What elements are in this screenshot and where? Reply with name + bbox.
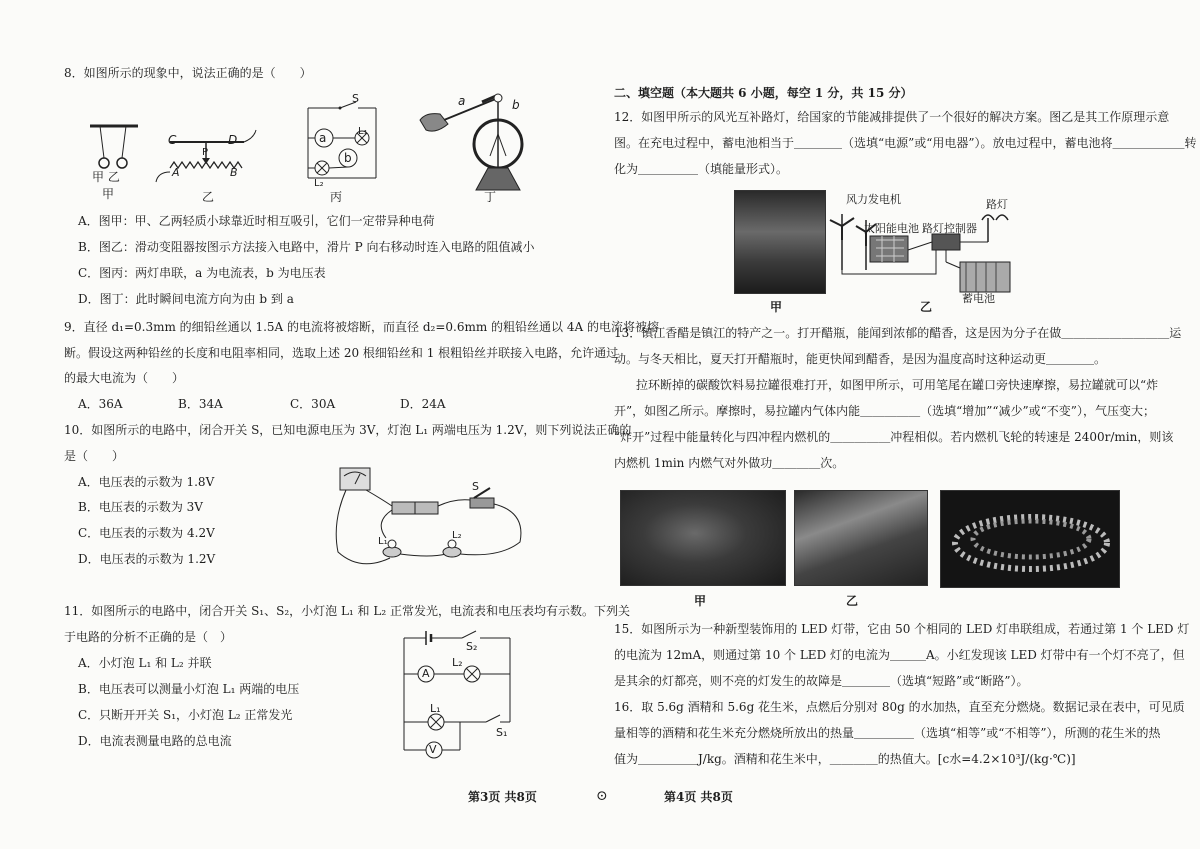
binding-hole-icon: ⊙ [596,788,608,804]
q10-fig-S: S [472,480,479,493]
q8-fig-ding-b: b [512,98,520,112]
q12-label-solar: 太阳能电池 [864,222,919,235]
q12-fig-jia-caption: 甲 [770,300,783,314]
q10-line1: 10．如图所示的电路中，闭合开关 S，已知电源电压为 3V，灯泡 L₁ 两端电压为 1.2V，则下列说法正确的 [64,423,632,437]
q16-line1: 16．取 5.6g 酒精和 5.6g 花生米，点燃后分别对 80g 的水加热，直至充分燃烧。数据记录在表中，可见质 [614,700,1185,714]
q15-photo-led-strip [940,490,1120,588]
q11-figure-circuit [400,628,516,760]
q8-fig-bing-a: a [319,131,327,145]
q13-line2: 动。与冬天相比，夏天打开醋瓶时，能更快闻到醋香，是因为温度高时这种运动更＿＿＿＿。 [614,352,1107,366]
q15-line1: 15．如图所示为一种新型装饰用的 LED 灯带，它由 50 个相同的 LED 灯串联组成，若通过第 1 个 LED 灯 [614,622,1190,636]
q8-fig-bing-S: S [352,92,359,105]
q14-photo-can-yi [794,490,928,586]
q8-fig-bing-b: b [344,151,352,165]
q8-fig-jia-caption: 甲 [102,187,115,201]
q10-option-c: C．电压表的示数为 4.2V [78,526,215,540]
q8-fig-yi-C: C [168,133,177,147]
q14-line1: 拉环断掉的碳酸饮料易拉罐很难打开，如图甲所示，可用笔尾在罐口旁快速摩擦，易拉罐就可以“炸 [636,378,1159,392]
q10-fig-L2: L₂ [452,530,462,541]
q9-option-d: D．24A [400,397,446,411]
led-strip-icon [941,491,1119,587]
q14-line2: 开”，如图乙所示。摩擦时，易拉罐内气体内能＿＿＿＿＿（选填“增加”“减少”或“不变”），气压变大； [614,404,1155,418]
q14-photo-can-jia [620,490,786,586]
q12-label-battery: 蓄电池 [962,292,995,305]
q13-line1: 13．镇江香醋是镇江的特产之一。打开醋瓶，能闻到浓郁的醋香，这是因为分子在做＿＿＿＿＿＿＿＿＿运 [614,326,1182,340]
left-page-footer: 第3页 共8页 [468,790,537,804]
q14-line3: “炸开”过程中能量转化与四冲程内燃机的＿＿＿＿＿冲程相似。若内燃机飞轮的转速是 2400r/min，则该 [614,430,1174,444]
q8-fig-yi-caption: 乙 [202,190,215,204]
q9-option-c: C．30A [290,397,336,411]
q15-line3: 是其余的灯都亮，则不亮的灯发生的故障是＿＿＿＿（选填“短路”或“断路”）。 [614,674,1029,688]
q14-fig-yi-caption: 乙 [846,594,859,608]
q12-line3: 化为＿＿＿＿＿（填能量形式）。 [614,162,789,176]
q10-option-d: D．电压表的示数为 1.2V [78,552,216,566]
q10-figure-circuit [330,462,530,572]
q11-option-c: C．只断开开关 S₁，小灯泡 L₂ 正常发光 [78,708,293,722]
section-title: 二、填空题（本大题共 6 小题，每空 1 分，共 15 分） [614,86,913,100]
q10-line2: 是（ ） [64,449,125,463]
q11-fig-A: A [422,667,430,680]
q8-fig-yi-P: P [202,147,209,158]
q8-fig-yi-D: D [228,133,238,147]
q12-label-wind: 风力发电机 [846,193,901,206]
q9-line1: 9．直径 d₁=0.3mm 的细铅丝通以 1.5A 的电流将被熔断，而直径 d₂=0.6mm 的粗铅丝通以 4A 的电流将被熔 [64,320,659,334]
q8-fig-jia-yi-label: 甲 乙 [92,170,120,184]
q12-line2: 图。在充电过程中，蓄电池相当于＿＿＿＿（选填“电源”或“用电器”）。放电过程中，蓄电池将＿＿＿＿＿＿转 [614,136,1197,150]
q9-line3: 的最大电流为（ ） [64,371,185,385]
q8-fig-bing-L1: L₁ [358,126,368,137]
q8-option-d: D．图丁：此时瞬间电流方向为由 b 到 a [78,292,294,306]
q8-option-a: A．图甲：甲、乙两轻质小球靠近时相互吸引，它们一定带异种电荷 [78,214,435,228]
q12-fig-yi-caption: 乙 [920,300,933,314]
q10-option-a: A．电压表的示数为 1.8V [78,475,215,489]
q16-line2: 量相等的酒精和花生米充分燃烧所放出的热量＿＿＿＿＿（选填“相等”或“不相等”），所测的花生米的热 [614,726,1161,740]
q8-figure-bing-circuit [300,98,390,188]
right-page-footer: 第4页 共8页 [664,790,733,804]
q8-option-b: B．图乙：滑动变阻器按图示方法接入电路中，滑片 P 向右移动时连入电路的阻值减小 [78,240,535,254]
q11-fig-L2: L₂ [452,656,463,669]
q12-label-lamp: 路灯 [986,198,1008,211]
q8-fig-bing-caption: 丙 [330,190,343,204]
q11-fig-L1: L₁ [430,702,441,715]
q11-line2: 于电路的分析不正确的是（ ） [64,630,233,644]
q16-line3: 值为＿＿＿＿＿J/kg。酒精和花生米中，＿＿＿＿的热值大。[c水=4.2×10³J/(kg·℃)] [614,752,1076,766]
q10-fig-L1: L₁ [378,536,388,547]
q14-fig-jia-caption: 甲 [694,594,707,608]
q12-photo-streetlight [734,190,826,294]
q12-label-controller: 路灯控制器 [922,222,977,235]
q8-fig-yi-A: A [172,166,180,179]
q9-line2: 断。假设这两种铅丝的长度和电阻率相同，选取上述 20 根细铅丝和 1 根粗铅丝并联接入电路，允许通过 [64,346,619,360]
q11-option-d: D．电流表测量电路的总电流 [78,734,232,748]
q10-option-b: B．电压表的示数为 3V [78,500,203,514]
q8-fig-bing-L2: L₂ [314,178,324,189]
q11-fig-V: V [429,743,437,756]
q11-fig-S2: S₂ [466,640,478,653]
q8-stem: 8．如图所示的现象中，说法正确的是（ ） [64,66,312,80]
q11-option-b: B．电压表可以测量小灯泡 L₁ 两端的电压 [78,682,300,696]
q9-option-b: B．34A [178,397,223,411]
q14-line4: 内燃机 1min 内燃气对外做功＿＿＿＿次。 [614,456,845,470]
q11-line1: 11．如图所示的电路中，闭合开关 S₁、S₂，小灯泡 L₁ 和 L₂ 正常发光，电流表和电压表均有示数。下列关 [64,604,630,618]
q8-fig-ding-caption: 丁 [484,190,497,204]
q8-fig-yi-B: B [230,166,238,179]
q12-line1: 12．如图甲所示的风光互补路灯，给国家的节能减排提供了一个很好的解决方案。图乙是其工作原理示意 [614,110,1170,124]
q8-figure-jia [86,120,146,200]
q8-fig-ding-a: a [458,94,466,108]
q11-fig-S1: S₁ [496,726,508,739]
q11-option-a: A．小灯泡 L₁ 和 L₂ 并联 [78,656,212,670]
q15-line2: 的电流为 12mA，则通过第 10 个 LED 灯的电流为＿＿＿A。小红发现该 LED 灯带中有一个灯不亮了，但 [614,648,1185,662]
q8-option-c: C．图丙：两灯串联，a 为电流表，b 为电压表 [78,266,326,280]
q9-option-a: A．36A [78,397,123,411]
